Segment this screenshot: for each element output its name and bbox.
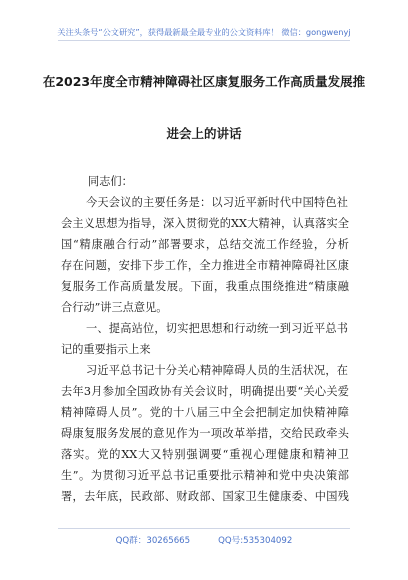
footer-divider bbox=[58, 528, 350, 529]
body-line: 合行动”讲三点意见。 bbox=[61, 301, 168, 314]
body-line: 落实。党的XX大又特别强调要“重视心理健康和精神卫 bbox=[61, 448, 349, 461]
body-line: 会主义思想为指导，深入贯彻党的XX大精神，认真落实全 bbox=[61, 217, 349, 230]
footer-qq-group: QQ群：30265665 bbox=[115, 536, 191, 546]
body-line: 复服务工作高质量发展。下面，我重点围绕推进“精康融 bbox=[61, 280, 349, 293]
section-heading: 一、提高站位，切实把思想和行动统一到习近平总书 bbox=[86, 322, 348, 335]
footer-qq-number: QQ号:535304092 bbox=[218, 536, 293, 546]
footer bbox=[0, 534, 408, 546]
body-line: 存在问题，安排下步工作，全力推进全市精神障碍社区康 bbox=[61, 259, 349, 272]
document-title-line1: 在2023年度全市精神障碍社区康复服务工作高质量发展推 bbox=[42, 74, 366, 89]
body-line: 国“精康融合行动”部署要求，总结交流工作经验，分析 bbox=[61, 238, 349, 251]
body-line: 署，去年底，民政部、财政部、国家卫生健康委、中国残 bbox=[61, 490, 349, 503]
salutation: 同志们： bbox=[88, 175, 133, 188]
section-heading: 记的重要指示上来 bbox=[61, 343, 151, 356]
body-line: 去年3月参加全国政协有关会议时，明确提出要“关心关爱 bbox=[61, 385, 349, 398]
body-line: 碍康复服务发展的意见作为一项改革举措，交给民政牵头 bbox=[61, 427, 349, 440]
header-note: 关注头条号“公文研究”，获得最新最全最专业的公文资料库！ 微信：gongwenyj bbox=[57, 27, 351, 37]
body-line: 习近平总书记十分关心精神障碍人员的生活状况，在 bbox=[86, 364, 348, 377]
header-divider bbox=[58, 40, 350, 41]
body-line: 精神障碍人员”。党的十八届三中全会把制定加快精神障 bbox=[61, 406, 349, 419]
body-line: 生”。为贯彻习近平总书记重要批示精神和党中央决策部 bbox=[61, 469, 349, 482]
body-line: 今天会议的主要任务是：以习近平新时代中国特色社 bbox=[86, 196, 348, 209]
document-title-line2: 进会上的讲话 bbox=[166, 126, 242, 141]
